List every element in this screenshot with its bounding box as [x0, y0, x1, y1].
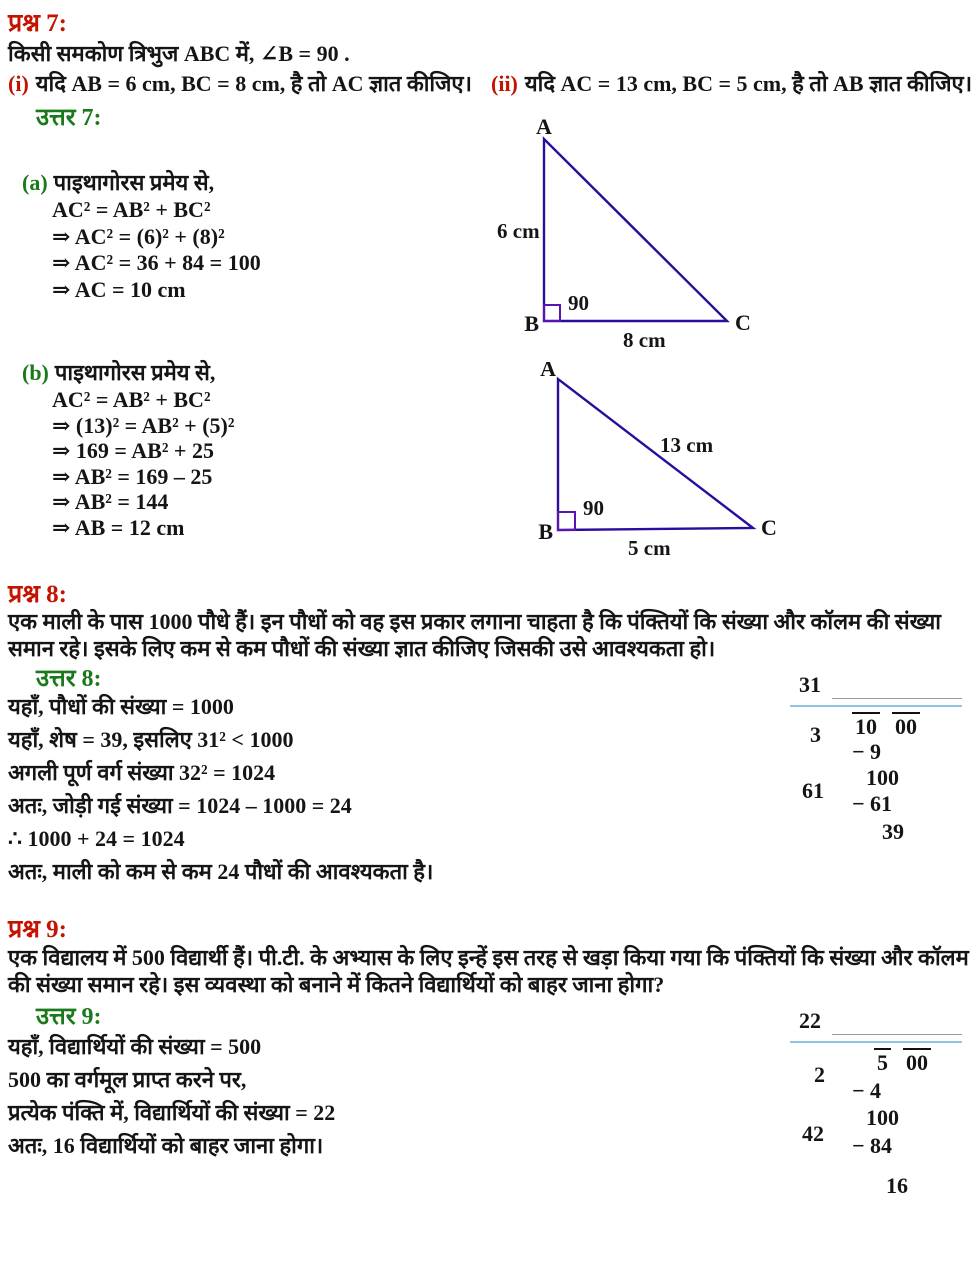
answer8-line: यहाँ, पौधों की संख्या = 1000: [8, 694, 234, 719]
division-remainder: 16: [886, 1173, 908, 1198]
answer9-body: [8, 1030, 335, 1162]
question8-text: एक माली के पास 1000 पौधे हैं। इन पौधों को वह इस प्रकार लगाना चाहता है कि पंक्तियों कि संख्या और कॉलम की संख्या समान रहे। इसके लिए कम से कम पौधों की संख्या ज्ञात कीजिए जिसकी उसे आवश्यकता हो।: [8, 609, 941, 661]
solution-a-step: ⇒ AC² = 36 + 84 = 100: [52, 250, 261, 275]
solution-b-step: ⇒ AB² = 169 – 25: [52, 463, 213, 489]
part-ii-text: यदि AC = 13 cm, BC = 5 cm, है तो AB ज्ञात कीजिए।: [524, 71, 973, 96]
question8-heading: प्रश्न 8:: [8, 581, 67, 608]
division-remainder: 39: [882, 819, 904, 844]
solution-b-step: ⇒ 169 = AB² + 25: [52, 438, 214, 463]
division-subtract-2: − 84: [852, 1133, 893, 1158]
solution-b-step: AC² = AB² + BC²: [52, 387, 211, 412]
solution-a-step: AC² = AB² + BC²: [52, 197, 211, 222]
answer8-heading: उत्तर 8:: [36, 666, 102, 692]
dividend-group: 10: [852, 712, 880, 739]
answer8-line: अगली पूर्ण वर्ग संख्या 32² = 1024: [8, 760, 276, 785]
answer9-line: यहाँ, विद्यार्थियों की संख्या = 500: [8, 1034, 262, 1059]
answer9-line: 500 का वर्गमूल प्राप्त करने पर,: [8, 1067, 247, 1092]
solution-a: [22, 167, 261, 303]
vertex-b-label: B: [538, 519, 553, 544]
division-subtract-1: − 4: [852, 1078, 882, 1103]
vertex-c-label: C: [761, 515, 777, 540]
answer8-line: ∴ 1000 + 24 = 1024: [8, 826, 185, 851]
vertex-c-label: C: [735, 310, 751, 335]
division-bring-down: 100: [866, 765, 899, 790]
question7-heading: प्रश्न 7:: [8, 10, 67, 37]
question7-intro: किसी समकोण त्रिभुज ABC में, ∠B = 90 .: [8, 41, 350, 66]
question7-part-ii: [491, 70, 972, 97]
solution-a-label: (a): [22, 170, 48, 195]
square-root-division-500: [788, 1008, 977, 1208]
answer8-line: अतः, जोड़ी गई संख्या = 1024 – 1000 = 24: [8, 793, 352, 818]
answer9-line: प्रत्येक पंक्ति में, विद्यार्थियों की संख्या = 22: [8, 1100, 336, 1125]
answer9-heading: उत्तर 9:: [36, 1004, 102, 1030]
dividend-group: 00: [903, 1048, 931, 1075]
solution-a-step: ⇒ AC = 10 cm: [52, 276, 186, 302]
right-angle-marker: [558, 512, 575, 530]
answer8-body: [8, 690, 433, 888]
answer8-line: अतः, माली को कम से कम 24 पौधों की आवश्यकता है।: [8, 859, 434, 884]
answer7-heading: उत्तर 7:: [36, 105, 102, 131]
division-dividend: [852, 712, 920, 739]
answer8-line: यहाँ, शेष = 39, इसलिए 31² < 1000: [8, 727, 294, 752]
right-angle-marker: [544, 305, 560, 321]
division-dividend: [874, 1048, 931, 1075]
hypotenuse-ac-length-label: 13 cm: [660, 433, 714, 457]
solution-b-label: (b): [22, 360, 49, 385]
division-divisor-1: 2: [814, 1062, 825, 1087]
division-divisor-1: 3: [810, 722, 821, 747]
part-ii-label: (ii): [491, 71, 518, 96]
question9-heading: प्रश्न 9:: [8, 916, 67, 943]
division-subtract-2: − 61: [852, 791, 893, 816]
side-bc-length-label: 5 cm: [628, 536, 671, 560]
solution-b-step: ⇒ (13)² = AB² + (5)²: [52, 412, 235, 438]
division-divisor-2: 61: [802, 778, 824, 803]
square-root-division-1000: [788, 672, 977, 852]
side-bc-length-label: 8 cm: [623, 328, 666, 352]
triangle-diagram-2: [505, 362, 785, 562]
solution-b-step: ⇒ AB² = 144: [52, 489, 169, 514]
dividend-group: 5: [874, 1048, 891, 1075]
division-divisor-2: 42: [802, 1121, 824, 1146]
division-quotient: 22: [788, 1008, 832, 1035]
right-angle-degree-label: 90: [568, 291, 589, 315]
triangle-diagram-1: [495, 118, 755, 358]
part-i-text: यदि AB = 6 cm, BC = 8 cm, है तो AC ज्ञात कीजिए।: [35, 71, 472, 96]
vertex-a-label: A: [536, 118, 552, 139]
vertex-a-label: A: [540, 362, 556, 381]
dividend-group: 00: [892, 712, 920, 739]
solution-a-title: पाइथागोरस प्रमेय से,: [53, 170, 215, 195]
part-i-label: (i): [8, 71, 29, 96]
right-angle-degree-label: 90: [583, 496, 604, 520]
side-ab-length-label: 6 cm: [497, 219, 540, 243]
solution-b-title: पाइथागोरस प्रमेय से,: [54, 360, 216, 385]
solution-b-step: ⇒ AB = 12 cm: [52, 514, 185, 540]
answer9-line: अतः, 16 विद्यार्थियों को बाहर जाना होगा।: [8, 1133, 324, 1158]
division-quotient: 31: [788, 672, 832, 699]
division-rule-blue: [790, 1041, 962, 1043]
solution-b: [22, 357, 234, 540]
division-subtract-1: − 9: [852, 739, 882, 764]
solution-a-step: ⇒ AC² = (6)² + (8)²: [52, 223, 225, 249]
vertex-b-label: B: [524, 311, 539, 336]
question9-text: एक विद्यालय में 500 विद्यार्थी हैं। पी.टी. के अभ्यास के लिए इन्हें इस तरह से खड़ा किया गया कि पंक्तियों कि संख्या और कॉलम की संख्या समान रहे। इस व्यवस्था को बनाने में कितने विद्यार्थियों को बाहर जाना होगा?: [8, 945, 969, 997]
division-bring-down: 100: [866, 1105, 899, 1130]
division-rule-blue: [790, 705, 962, 707]
question7-part-i: [8, 70, 472, 97]
